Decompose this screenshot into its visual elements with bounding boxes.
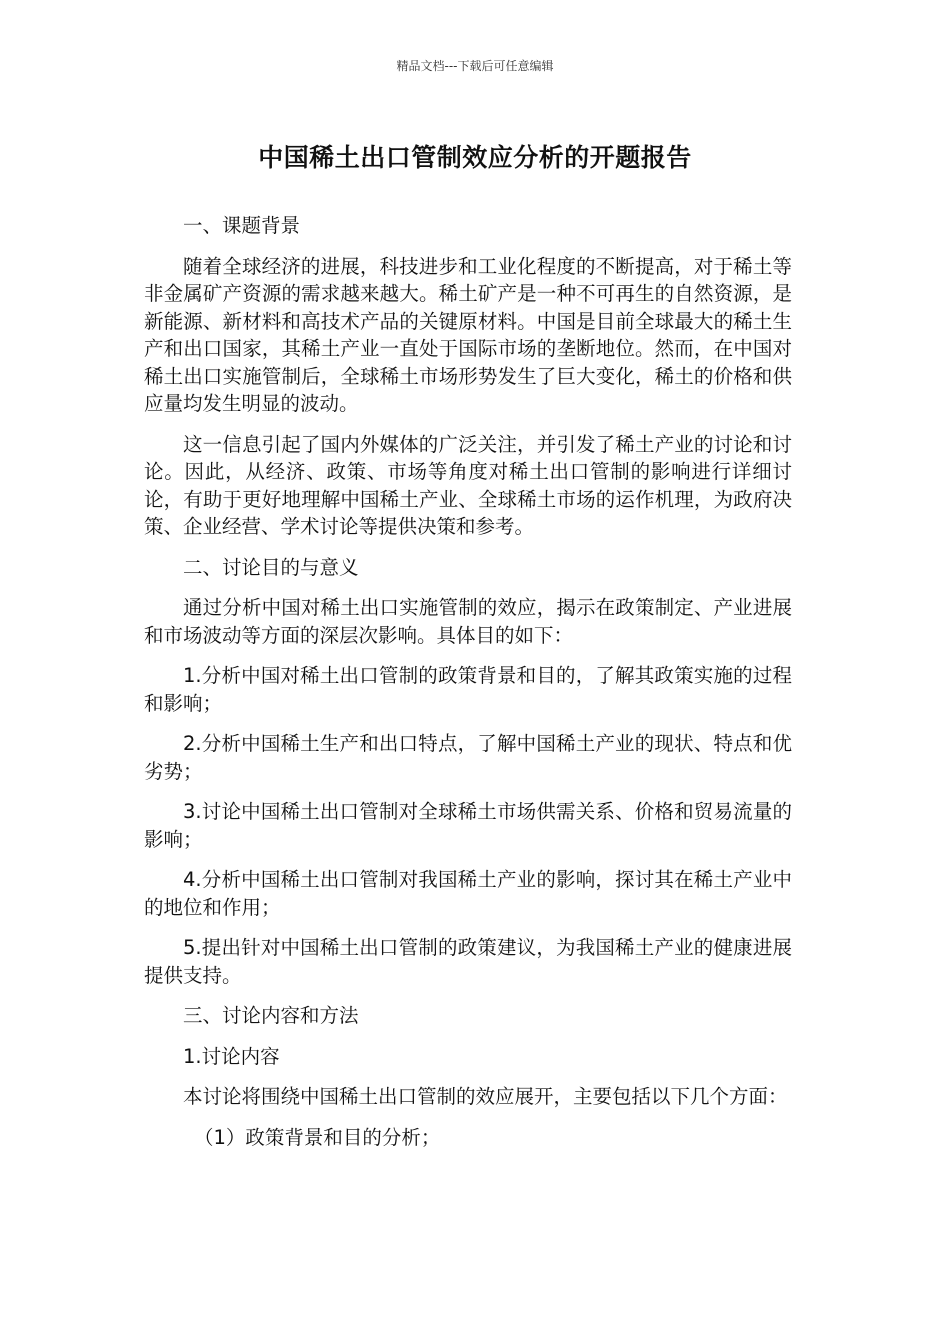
section-heading-content-method: 三、讨论内容和方法 <box>183 1004 359 1027</box>
content-intro-paragraph: 本讨论将围绕中国稀土出口管制的效应展开，主要包括以下几个方面： <box>183 1085 788 1108</box>
section-heading-purpose: 二、讨论目的与意义 <box>183 555 359 579</box>
purpose-intro-paragraph: 通过分析中国对稀土出口实施管制的效应，揭示在政策制定、产业进展和市场波动等方面的深层次影响。具体目的如下： <box>144 596 792 647</box>
content-item-1: （1）政策背景和目的分析； <box>194 1125 441 1149</box>
background-paragraph-1: 随着全球经济的进展，科技进步和工业化程度的不断提高，对于稀土等非金属矿产资源的需求越来越大。稀土矿产是一种不可再生的自然资源，是新能源、新材料和高技术产品的关键原材料。中国是目前全球最大的稀土生产和出口国家，其稀土产业一直处于国际市场的垄断地位。然而，在中国对稀土出口实施管制后，全球稀土市场形势发生了巨大变化，稀土的价格和供应量均发生明显的波动。 <box>144 254 792 415</box>
purpose-item-3: 3.讨论中国稀土出口管制对全球稀土市场供需关系、价格和贸易流量的影响； <box>144 800 792 851</box>
purpose-item-5: 5.提出针对中国稀土出口管制的政策建议，为我国稀土产业的健康进展提供支持。 <box>144 936 792 987</box>
purpose-item-2: 2.分析中国稀土生产和出口特点，了解中国稀土产业的现状、特点和优劣势； <box>144 732 792 783</box>
purpose-item-1: 1.分析中国对稀土出口管制的政策背景和目的，了解其政策实施的过程和影响； <box>144 664 792 715</box>
purpose-item-4: 4.分析中国稀土出口管制对我国稀土产业的影响，探讨其在稀土产业中的地位和作用； <box>144 868 792 919</box>
document-body <box>144 212 792 1164</box>
section-heading-background: 一、课题背景 <box>183 214 301 237</box>
subsection-heading-content: 1.讨论内容 <box>183 1044 280 1068</box>
page-header-note: 精品文档---下载后可任意编辑 <box>396 59 554 73</box>
document-title: 中国稀土出口管制效应分析的开题报告 <box>258 143 692 172</box>
background-paragraph-2: 这一信息引起了国内外媒体的广泛关注，并引发了稀土产业的讨论和讨论。因此，从经济、政策、市场等角度对稀土出口管制的影响进行详细讨论，有助于更好地理解中国稀土产业、全球稀土市场的运作机理，为政府决策、企业经营、学术讨论等提供决策和参考。 <box>144 432 792 538</box>
